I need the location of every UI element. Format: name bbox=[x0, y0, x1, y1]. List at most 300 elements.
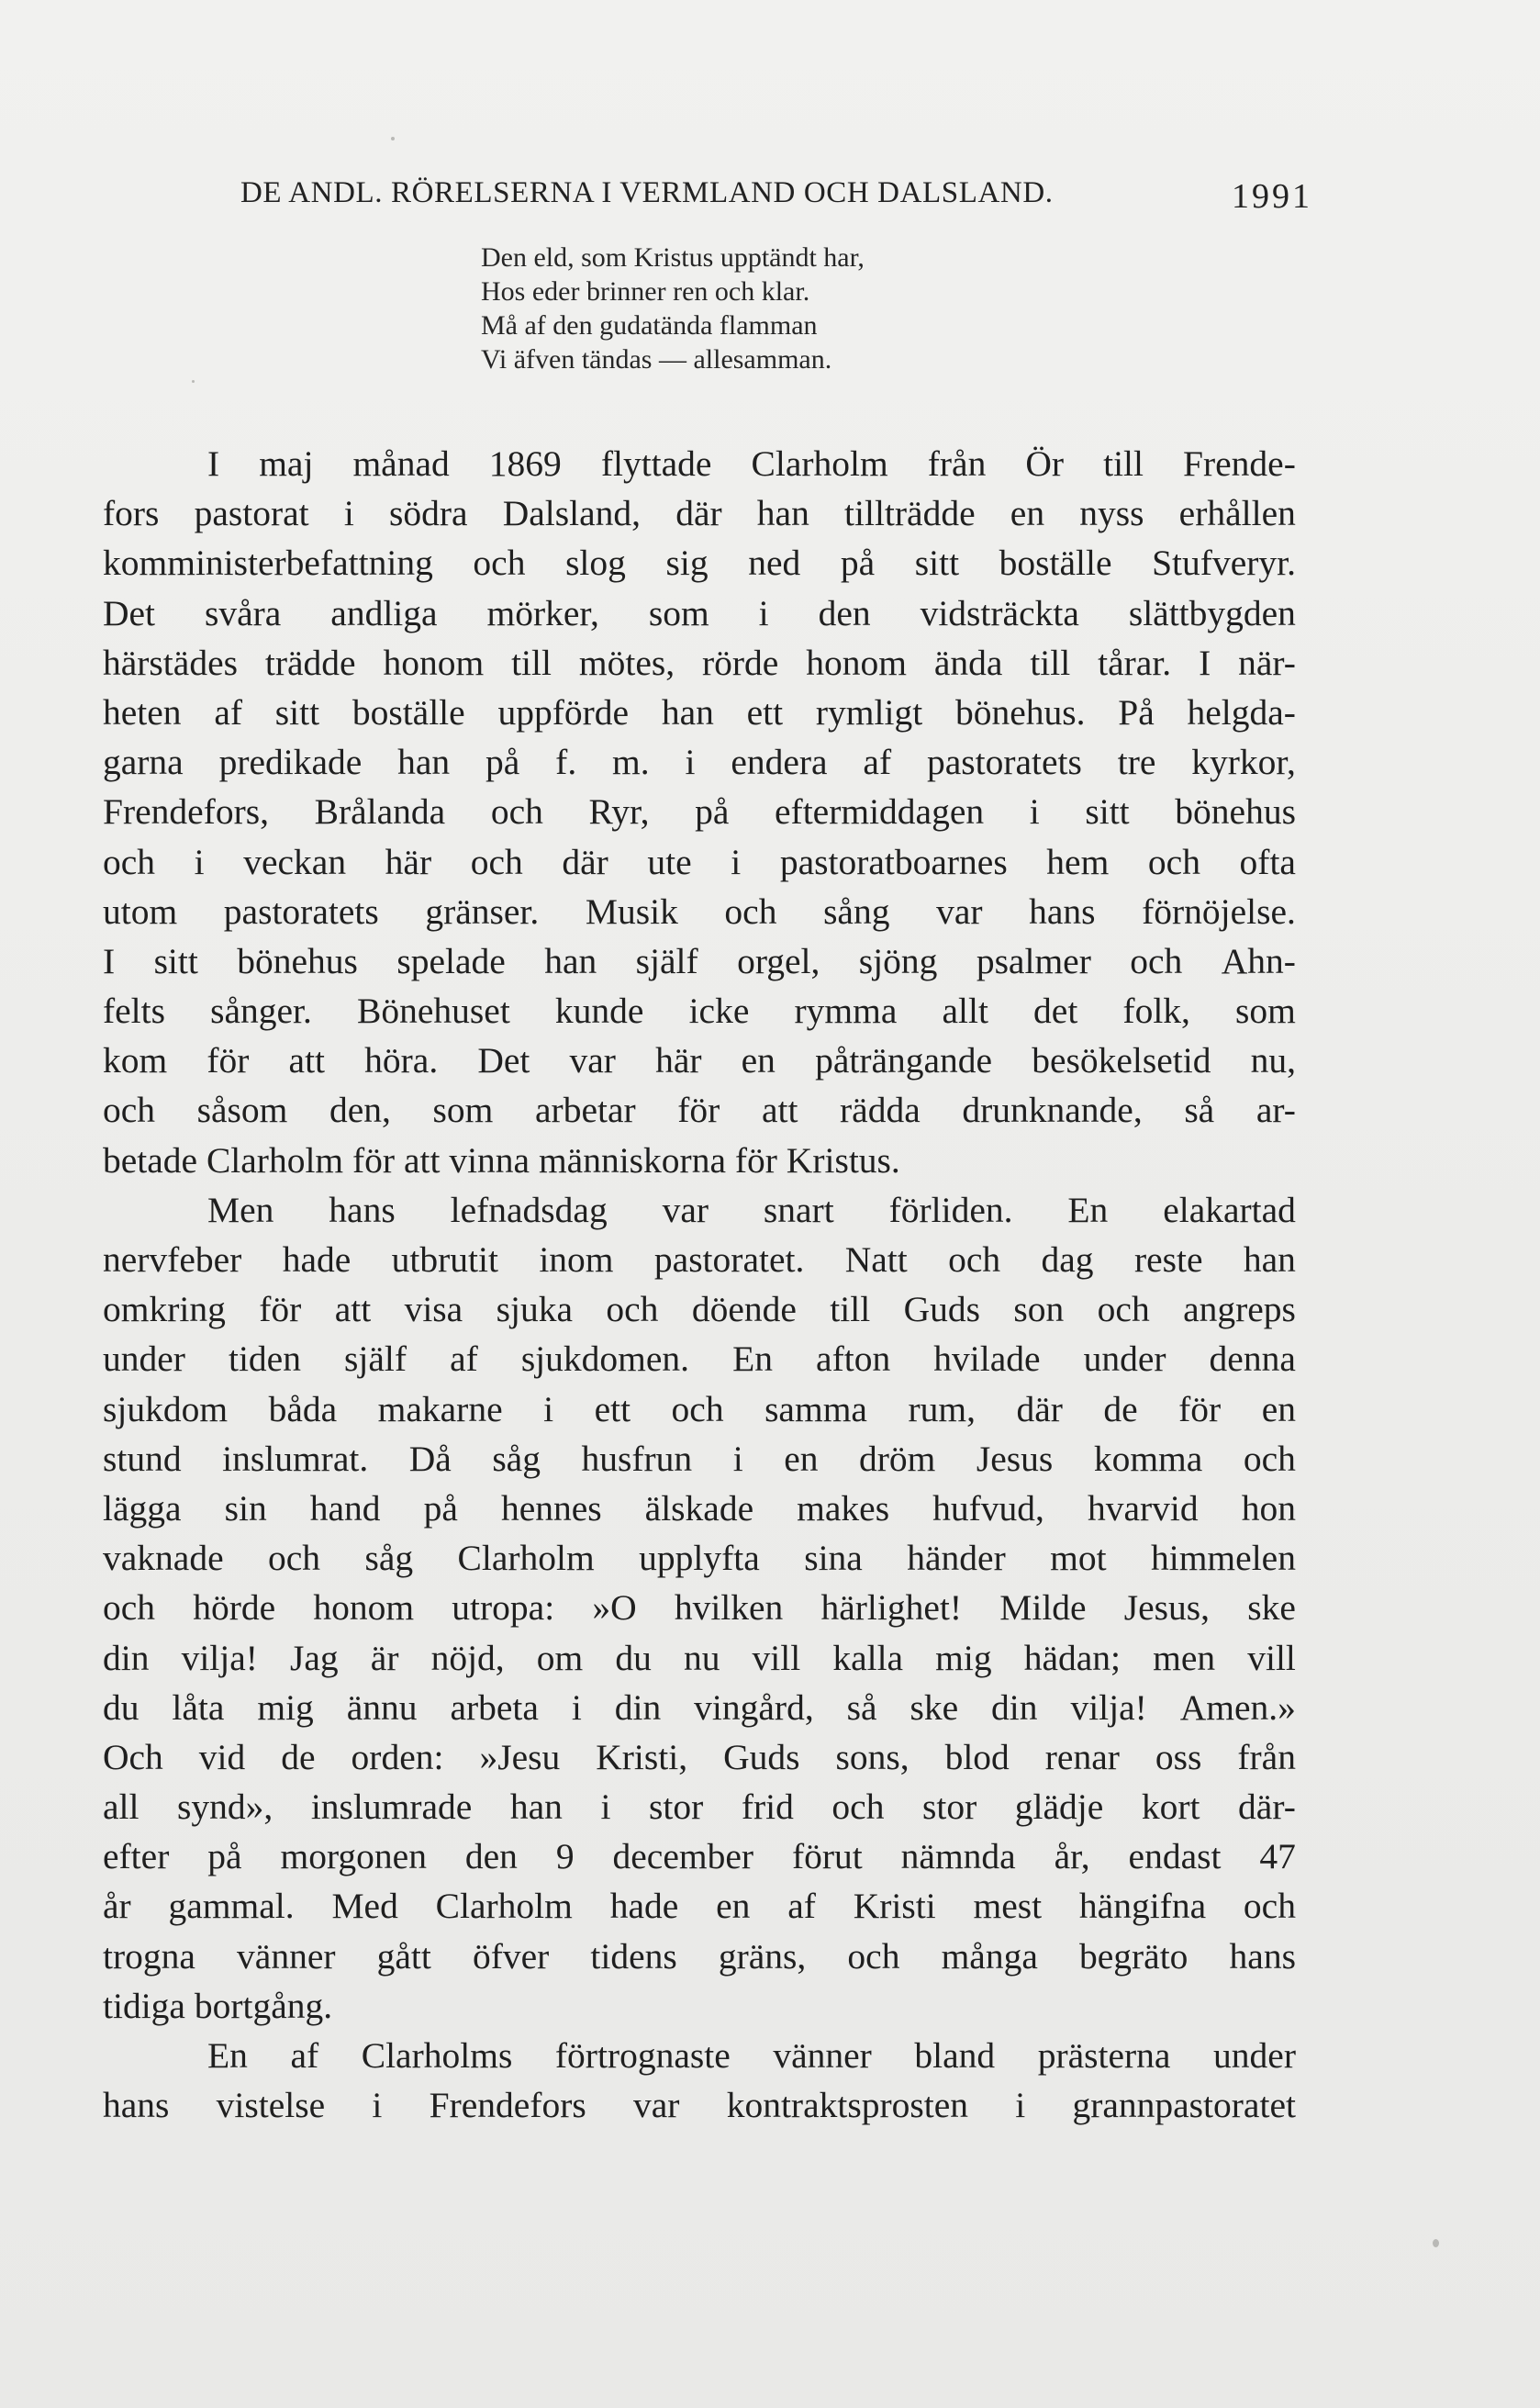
text-line bbox=[103, 1136, 1296, 1185]
text-line bbox=[103, 688, 1296, 737]
text-line bbox=[103, 2031, 1296, 2080]
word: förnöjelse. bbox=[1142, 890, 1296, 932]
word: glädje bbox=[1014, 1786, 1104, 1828]
word: bönehus bbox=[1175, 791, 1296, 833]
text-line bbox=[103, 1932, 1296, 1981]
word: i bbox=[571, 1686, 582, 1728]
text-line bbox=[103, 638, 1296, 688]
word: Det bbox=[477, 1040, 530, 1081]
word: vill bbox=[752, 1637, 801, 1678]
word: visa bbox=[404, 1289, 463, 1330]
word: och bbox=[103, 1587, 156, 1629]
word: I bbox=[1199, 642, 1211, 683]
word: Och bbox=[103, 1736, 163, 1777]
word: ofta bbox=[1239, 841, 1296, 882]
word: så bbox=[846, 1686, 877, 1728]
word: En bbox=[1067, 1189, 1109, 1230]
word: Amen.» bbox=[1179, 1686, 1296, 1728]
word: förtrognaste bbox=[554, 2035, 731, 2076]
word: och bbox=[1243, 1886, 1296, 1927]
word: var bbox=[569, 1040, 616, 1081]
word: och bbox=[831, 1786, 885, 1828]
word: döende bbox=[691, 1289, 797, 1330]
word: och bbox=[1130, 940, 1183, 981]
word: stund bbox=[103, 1438, 182, 1479]
word: och bbox=[268, 1538, 321, 1579]
word: tidens bbox=[590, 1935, 677, 1977]
word: stor bbox=[649, 1786, 704, 1828]
word: ske bbox=[909, 1686, 959, 1728]
word: höra. bbox=[364, 1040, 439, 1081]
word: här bbox=[385, 841, 432, 882]
word: endera bbox=[731, 742, 828, 783]
word: hvilade bbox=[933, 1338, 1041, 1380]
word: »Jesu bbox=[479, 1736, 561, 1777]
word: son bbox=[1013, 1289, 1065, 1330]
word: honom bbox=[806, 642, 907, 683]
word: I bbox=[103, 940, 116, 981]
text-line bbox=[103, 1484, 1296, 1533]
word: själf bbox=[344, 1338, 407, 1380]
word: boställe bbox=[999, 543, 1112, 584]
word: 1869 bbox=[488, 443, 562, 484]
text-line bbox=[103, 936, 1296, 986]
word: din bbox=[103, 1637, 150, 1678]
word: månad bbox=[352, 443, 450, 484]
word: den bbox=[818, 592, 871, 633]
word: Clarholm bbox=[457, 1538, 595, 1579]
word: och bbox=[606, 1289, 659, 1330]
word: trädde bbox=[264, 642, 356, 683]
word: gränser. bbox=[425, 890, 540, 932]
word: rum, bbox=[908, 1388, 976, 1429]
word: synd», bbox=[177, 1786, 273, 1828]
text-line bbox=[103, 887, 1296, 936]
word: hans bbox=[329, 1189, 396, 1230]
word: inslumrat. bbox=[222, 1438, 369, 1479]
word: hvarvid bbox=[1087, 1487, 1199, 1529]
word: efter bbox=[103, 1836, 170, 1877]
word: pastoratet. bbox=[653, 1239, 805, 1280]
text-line bbox=[103, 439, 1296, 488]
word: pastoratboarnes bbox=[779, 841, 1008, 882]
word: vistelse bbox=[216, 2085, 326, 2126]
word: mörker, bbox=[486, 592, 599, 633]
word: till bbox=[1030, 642, 1071, 683]
word: tårar. bbox=[1098, 642, 1172, 683]
word: för bbox=[259, 1289, 302, 1330]
word: sin bbox=[224, 1487, 267, 1529]
word: En bbox=[207, 2035, 248, 2076]
running-header bbox=[240, 163, 1312, 218]
word: han bbox=[756, 493, 809, 534]
word: predikade bbox=[218, 742, 363, 783]
text-line bbox=[103, 1334, 1296, 1383]
word: sitt bbox=[914, 543, 960, 584]
word: där bbox=[1016, 1388, 1063, 1429]
word: i bbox=[685, 742, 696, 783]
word: den bbox=[464, 1836, 518, 1877]
word: Stufveryr. bbox=[1152, 543, 1296, 584]
verse-line: Vi äfven tändas — allesamman. bbox=[481, 344, 832, 375]
word: den, bbox=[329, 1090, 391, 1131]
word: mest bbox=[973, 1886, 1043, 1927]
paper-speck bbox=[391, 137, 395, 140]
word: i bbox=[1015, 2085, 1026, 2126]
page-number: 1991 bbox=[1232, 177, 1312, 216]
word: folk, bbox=[1122, 991, 1190, 1032]
word: till bbox=[830, 1289, 871, 1330]
word: inslumrade bbox=[310, 1786, 473, 1828]
word: sjukdom bbox=[103, 1388, 229, 1429]
word: och bbox=[847, 1935, 900, 1977]
word: Då bbox=[408, 1438, 452, 1479]
word: tiden bbox=[228, 1338, 301, 1380]
word: i bbox=[343, 493, 354, 534]
word: honom bbox=[383, 642, 485, 683]
word: är bbox=[370, 1637, 399, 1678]
word: vilja! bbox=[181, 1637, 258, 1678]
word: hans bbox=[103, 2085, 170, 2126]
word: om bbox=[536, 1637, 584, 1678]
word: hans bbox=[1029, 890, 1096, 932]
word: arbeta bbox=[450, 1686, 539, 1728]
word: sina bbox=[804, 1538, 863, 1579]
word: hand bbox=[309, 1487, 381, 1529]
word: arbetar bbox=[535, 1090, 636, 1131]
word: för bbox=[206, 1040, 250, 1081]
word: såg bbox=[364, 1538, 414, 1579]
word: ute bbox=[647, 841, 692, 882]
word: En bbox=[732, 1338, 773, 1380]
word: hufvud, bbox=[932, 1487, 1044, 1529]
word: begräto bbox=[1078, 1935, 1188, 1977]
word: men bbox=[1153, 1637, 1216, 1678]
word: all bbox=[103, 1786, 139, 1828]
word: frid bbox=[741, 1786, 794, 1828]
word: sång bbox=[823, 890, 890, 932]
word: han bbox=[397, 742, 451, 783]
word: låta bbox=[172, 1686, 225, 1728]
word: och bbox=[1243, 1438, 1296, 1479]
word: drunknande, bbox=[962, 1090, 1143, 1131]
word: Clarholms bbox=[361, 2035, 513, 2076]
word: vaknade bbox=[103, 1538, 224, 1579]
text-line bbox=[103, 538, 1296, 588]
word: fors bbox=[103, 493, 160, 534]
word: erhållen bbox=[1178, 493, 1296, 534]
word: Clarholm bbox=[435, 1886, 573, 1927]
word: hängifna bbox=[1078, 1886, 1207, 1927]
word: båda bbox=[268, 1388, 338, 1429]
word: af bbox=[214, 691, 242, 733]
word: lefnadsdag bbox=[450, 1189, 608, 1230]
word: heten bbox=[103, 691, 182, 733]
word: stor bbox=[922, 1786, 977, 1828]
word: dröm bbox=[859, 1438, 936, 1479]
word: var bbox=[662, 1189, 709, 1230]
word: Clarholm bbox=[751, 443, 888, 484]
word: vänner bbox=[237, 1935, 336, 1977]
word: din bbox=[614, 1686, 662, 1728]
word: f. bbox=[555, 742, 577, 783]
word: mig bbox=[935, 1637, 992, 1678]
word: komministerbefattning bbox=[103, 543, 433, 584]
text-line bbox=[103, 1284, 1296, 1334]
word: han bbox=[509, 1786, 563, 1828]
word: år bbox=[103, 1886, 131, 1927]
text-line bbox=[103, 986, 1296, 1036]
word: och bbox=[948, 1239, 1001, 1280]
word: Natt bbox=[844, 1239, 908, 1280]
word: nöjd, bbox=[430, 1637, 505, 1678]
word: Men bbox=[207, 1189, 274, 1230]
text-line bbox=[103, 1981, 1296, 2031]
word: ar- bbox=[1255, 1090, 1296, 1131]
word: sitt bbox=[1085, 791, 1130, 833]
word: af bbox=[787, 1886, 816, 1927]
word: makarne bbox=[377, 1388, 503, 1429]
word: Guds bbox=[903, 1289, 980, 1330]
word: här bbox=[655, 1040, 702, 1081]
text-line bbox=[103, 737, 1296, 787]
word: var bbox=[936, 890, 983, 932]
text-line bbox=[103, 1533, 1296, 1583]
word: bönehus. bbox=[954, 691, 1086, 733]
word: förliden. bbox=[888, 1189, 1013, 1230]
word: till bbox=[511, 642, 552, 683]
word: hörde bbox=[193, 1587, 276, 1629]
word: angreps bbox=[1183, 1289, 1296, 1330]
word: och bbox=[1097, 1289, 1150, 1330]
word: det bbox=[1033, 991, 1078, 1032]
word: ända bbox=[933, 642, 1003, 683]
word: upplyfta bbox=[639, 1538, 760, 1579]
word: sitt bbox=[153, 940, 198, 981]
word: uppförde bbox=[497, 691, 630, 733]
word: slog bbox=[565, 543, 626, 584]
word: han bbox=[1243, 1239, 1296, 1280]
word: de bbox=[281, 1736, 316, 1777]
word: ned bbox=[748, 543, 801, 584]
word: utbrutit bbox=[391, 1239, 498, 1280]
word: när- bbox=[1238, 642, 1296, 683]
text-line bbox=[103, 1831, 1296, 1881]
word: påträngande bbox=[815, 1040, 993, 1081]
line-text: tidiga bortgång. bbox=[103, 1985, 333, 2026]
word: de bbox=[1103, 1388, 1138, 1429]
word: bland bbox=[914, 2035, 996, 2076]
word: vidsträckta bbox=[920, 592, 1079, 633]
word: Ör bbox=[1025, 443, 1065, 484]
word: bönehus bbox=[237, 940, 358, 981]
word: under bbox=[1083, 1338, 1166, 1380]
word: gammal. bbox=[168, 1886, 295, 1927]
word: du bbox=[103, 1686, 139, 1728]
text-line bbox=[103, 588, 1296, 638]
word: hans bbox=[1229, 1935, 1296, 1977]
word: »O bbox=[592, 1587, 637, 1629]
word: på bbox=[207, 1836, 242, 1877]
word: såg bbox=[492, 1438, 541, 1479]
word: själf bbox=[635, 940, 698, 981]
word: under bbox=[1213, 2035, 1296, 2076]
word: nu, bbox=[1250, 1040, 1296, 1081]
word: husfrun bbox=[581, 1438, 693, 1479]
word: Frende- bbox=[1183, 443, 1296, 484]
word: i bbox=[758, 592, 769, 633]
word: prästerna bbox=[1037, 2035, 1171, 2076]
word: mig bbox=[257, 1686, 314, 1728]
word: i bbox=[372, 2085, 383, 2126]
word: hade bbox=[609, 1886, 679, 1927]
word: af bbox=[290, 2035, 319, 2076]
text-line bbox=[103, 1384, 1296, 1434]
word: I bbox=[207, 443, 220, 484]
word: Ryr, bbox=[588, 791, 650, 833]
word: gräns, bbox=[718, 1935, 807, 1977]
word: Milde bbox=[999, 1587, 1087, 1629]
word: en bbox=[716, 1886, 751, 1927]
word: Musik bbox=[585, 890, 678, 932]
word: en bbox=[784, 1438, 819, 1479]
word: där bbox=[675, 493, 722, 534]
word: maj bbox=[259, 443, 314, 484]
word: psalmer bbox=[976, 940, 1091, 981]
word: vid bbox=[198, 1736, 246, 1777]
word: så bbox=[1184, 1090, 1215, 1131]
word: en bbox=[741, 1040, 776, 1081]
word: trogna bbox=[103, 1935, 195, 1977]
word: hade bbox=[282, 1239, 352, 1280]
word: rymma bbox=[794, 991, 898, 1032]
word: nu bbox=[683, 1637, 720, 1678]
word: din bbox=[991, 1686, 1038, 1728]
word: i bbox=[732, 1438, 743, 1479]
word: felts bbox=[103, 991, 166, 1032]
word: i bbox=[194, 841, 205, 882]
word: mötes, bbox=[578, 642, 675, 683]
word: inom bbox=[539, 1239, 614, 1280]
word: sjuka bbox=[496, 1289, 573, 1330]
header-title: DE ANDL. RÖRELSERNA I VERMLAND OCH DALSLAND. bbox=[240, 176, 1054, 209]
text-line bbox=[103, 1185, 1296, 1235]
text-line bbox=[103, 1633, 1296, 1683]
word: rymligt bbox=[815, 691, 923, 733]
word: kort bbox=[1141, 1786, 1200, 1828]
word: grannpastoratet bbox=[1072, 2085, 1296, 2126]
word: där bbox=[562, 841, 608, 882]
word: sons, bbox=[835, 1736, 909, 1777]
word: kontraktsprosten bbox=[726, 2085, 968, 2126]
word: och bbox=[490, 791, 543, 833]
word: mot bbox=[1050, 1538, 1107, 1579]
word: hädan; bbox=[1023, 1637, 1122, 1678]
word: morgonen bbox=[280, 1836, 427, 1877]
word: endast bbox=[1128, 1836, 1222, 1877]
text-line bbox=[103, 1583, 1296, 1632]
word: öfver bbox=[472, 1935, 550, 1977]
word: orden: bbox=[351, 1736, 444, 1777]
word: från bbox=[1237, 1736, 1296, 1777]
word: år, bbox=[1054, 1836, 1090, 1877]
word: Jesus, bbox=[1123, 1587, 1211, 1629]
word: under bbox=[103, 1338, 185, 1380]
verse-line: Hos eder brinner ren och klar. bbox=[481, 276, 810, 307]
word: hennes bbox=[500, 1487, 602, 1529]
word: denna bbox=[1209, 1338, 1296, 1380]
word: veckan bbox=[243, 841, 347, 882]
word: På bbox=[1118, 691, 1155, 733]
word: pastorat bbox=[194, 493, 309, 534]
word: kom bbox=[103, 1040, 168, 1081]
word: tre bbox=[1117, 742, 1156, 783]
word: Guds bbox=[723, 1736, 800, 1777]
word: i bbox=[600, 1786, 611, 1828]
word: och bbox=[473, 543, 526, 584]
text-line bbox=[103, 787, 1296, 836]
word: snart bbox=[763, 1189, 834, 1230]
word: härlighet! bbox=[820, 1587, 963, 1629]
word: himmelen bbox=[1150, 1538, 1296, 1579]
word: att bbox=[334, 1289, 372, 1330]
word: orgel, bbox=[737, 940, 820, 981]
word: ett bbox=[746, 691, 784, 733]
word: förut bbox=[791, 1836, 863, 1877]
word: hon bbox=[1241, 1487, 1296, 1529]
word: sitt bbox=[274, 691, 320, 733]
word: reste bbox=[1133, 1239, 1203, 1280]
word: nämnda bbox=[900, 1836, 1016, 1877]
word: helgda- bbox=[1187, 691, 1296, 733]
word: och bbox=[671, 1388, 724, 1429]
word: för bbox=[1178, 1388, 1222, 1429]
word: vilja! bbox=[1070, 1686, 1147, 1728]
word: Jesus bbox=[976, 1438, 1054, 1479]
word: han bbox=[544, 940, 597, 981]
word: m. bbox=[612, 742, 650, 783]
word: pastoratets bbox=[926, 742, 1082, 783]
word: i bbox=[1029, 791, 1040, 833]
word: Jag bbox=[290, 1637, 339, 1678]
word: spelade bbox=[396, 940, 506, 981]
word: vill bbox=[1247, 1637, 1296, 1678]
word: var bbox=[633, 2085, 680, 2126]
word: allt bbox=[942, 991, 988, 1032]
word: en bbox=[1261, 1388, 1296, 1429]
word: att bbox=[288, 1040, 326, 1081]
word: af bbox=[863, 742, 892, 783]
text-line bbox=[103, 1732, 1296, 1782]
word: vingård, bbox=[694, 1686, 814, 1728]
word: för bbox=[677, 1090, 720, 1131]
word: många bbox=[941, 1935, 1038, 1977]
word: december bbox=[612, 1836, 754, 1877]
word: kunde bbox=[554, 991, 644, 1032]
word: flyttade bbox=[600, 443, 712, 484]
word: att bbox=[761, 1090, 798, 1131]
word: och bbox=[103, 841, 156, 882]
word: blod bbox=[944, 1736, 1010, 1777]
word: ske bbox=[1247, 1587, 1296, 1629]
word: i bbox=[731, 841, 742, 882]
text-line bbox=[103, 1782, 1296, 1831]
word: Frendefors bbox=[429, 2085, 586, 2126]
word: på bbox=[840, 543, 876, 584]
word: Kristi bbox=[853, 1886, 936, 1927]
line-text: betade Clarholm för att vinna människorna för Kristus. bbox=[103, 1139, 900, 1181]
word: icke bbox=[688, 991, 750, 1032]
